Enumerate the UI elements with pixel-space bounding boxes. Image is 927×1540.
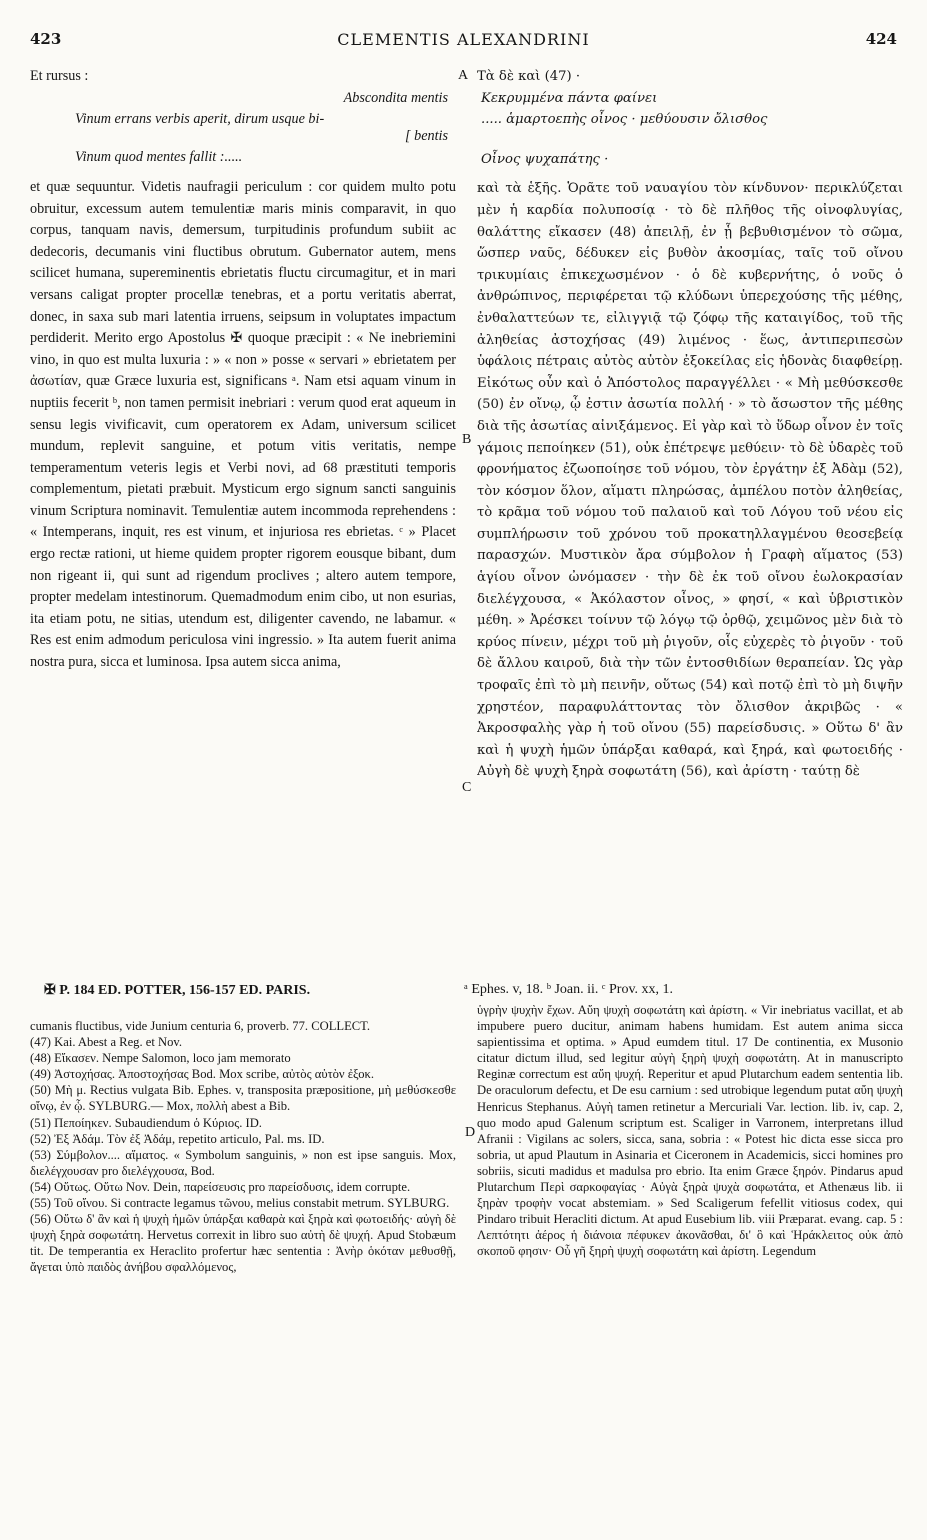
latin-verse-1: Abscondita mentis <box>343 89 448 106</box>
greek-verse-1: Κεκρυμμένα πάντα φαίνει <box>481 90 658 106</box>
footnote: (52) Ἐξ Ἀδάμ. Τὸν ἐξ Ἀδάμ, repetito articulo, Pal. ms. ID. <box>30 1131 325 1146</box>
footnote: (55) Τοῦ οἴνου. Si contracte legamus τῶνου, melius constabit metrum. SYLBURG. <box>30 1196 450 1211</box>
footnote: (50) Μὴ μ. Rectius vulgata Bib. Ephes. v, transposita præpositione, μὴ μεθύσκεσθε οἴνῳ, ἐν ᾧ. SYLBURG.— Mox, πολλὴ abest a Bib. <box>30 1083 456 1114</box>
scripture-references: ᵃ Ephes. v, 18. ᵇ Joan. ii. ᶜ Prov. xx, 1. <box>464 982 674 997</box>
greek-verse-3: Οἶνος ψυχαπάτης · <box>481 151 609 167</box>
page-number-left: 423 <box>30 30 62 48</box>
footnote: ὑγρὴν ψυχὴν ἔχων. Αὔη ψυχὴ σοφωτάτη καὶ ἀρίστη. « Vir inebriatus vacillat, et ab impubere puero ducitur, animam habens humidam. Est autem anima sicca sapientissima et optima. » Apud eumdem titul. 17 De continentia, ex Musonio citatur dictum illud, sed legitur αὐγὴ ξηρὴ ψυχὴ σοφωτάτη. At in manuscripto Reginæ correctum est αὔη ψυχή. Reperitur et apud Plutarchum eadem sententia lib. De oraculorum defectu, et De esu carnium : sed utrobique legendum putat αὔη ψυχὴ Henricus Stephanus. Αὐγὴ tamen retinetur a Mercuriali Var. lection. lib. iv, cap. 2, quo modo apud Galenum scriptum est. Scaliger in Varronem, interpretans illud Afranii : Vigilans ac solers, sicca, sana, sobria : « Potest hic dicta esse sicca pro sobria, ut apud Plautum in Asinaria et Ciceronem in Academicis, sicci homines pro sobriis, sicuti madidus et madulsa pro ebrio. Ita enim Græce ξηρόν. Pindarus apud Plutarchum Περὶ σαρκοφαγίας · Αὐγὰ ξηρὰ ψυχὰ σοφωτάτα, et Athenæus lib. ii ξηρὰν τροφὴν vocat abstemiam. » Sed Scaligerum fefellit vitiosus codex, qui Pindaro tribuit Heracliti dictum. At apud Eusebium lib. viii Præparat. evang. cap. 5 : Λεπτότητι ἀέρος ἡ διάνοια πέφυκεν ἀκονᾶσθαι, δι' ὃ καὶ Ἡράκλειτος οὐκ ἀπὸ σκοποῦ φησιν· Οὗ γῆ ξηρὴ ψυχὴ σοφωτάτη καὶ ἀρίστη. Legendum <box>477 1003 903 1259</box>
edition-reference: ✠ P. 184 ED. POTTER, 156-157 ED. PARIS. <box>44 983 311 998</box>
latin-verse-2b: [ bentis <box>405 127 448 144</box>
greek-body: καὶ τὰ ἑξῆς. Ὁρᾶτε τοῦ ναυαγίου τὸν κίνδυνον· περικλύζεται μὲν ἡ καρδία πολυποσίᾳ · τὸ δὲ πλῆθος τῆς οἰνοφλυγίας, θαλάττης εἴκασεν (48) ἀπειλῇ, ἐν ᾗ βεβυθισμένον τὸ σῶμα, ὥσπερ ναῦς, δέδυκεν εἰς βυθὸν ἀκοσμίας, ταῖς τοῦ οἴνου τρικυμίαις ἐπικεχωσμένον · ὁ δὲ κυβερνήτης, ὁ νοῦς ὁ ἀνθρώπινος, περιφέρεται τῷ κλύδωνι ὑπερεχούσης τῆς μέθης, ἐνθαλαττεύων τε, εἰλιγγιᾷ τῷ ζόφῳ τῆς καταιγίδος, τοῦ τῆς ἀληθείας ἀστοχήσας (49) λιμένος · ἕως, ἀντιπεριπεσὼν ὑφάλοις πέτραις αὐτὸς αὑτὸν ἐξοκείλας εἰς ἡδονὰς διαφθείρῃ. Εἰκότως οὖν καὶ ὁ Ἀπόστολος παραγγέλλει · « Μὴ μεθύσκεσθε (50) ἐν οἴνῳ, ᾧ ἐστιν ἀσωτία πολλή · » τὸ ἄσωστον τῆς μέθης διὰ τῆς ἀσωτίας αἰνιξάμενος. Εἰ γὰρ καὶ τὸ ὕδωρ οἶνον ἐν τοῖς γάμοις πεποίηκεν (51), οὐκ ἐπέτρεψε μεθύειν· τὸ δὲ ὑδαρὲς τοῦ φρονήματος ἐζωοποίησε τοῦ νόμου, τὸν ἐργάτην ἐξ Ἀδὰμ (52), τὸν κόσμον ὅλον, αἵματι πληρώσας, ἀμπέλου ποτὸν ἀληθείας, τὸ κρᾶμα τοῦ νόμου τοῦ παλαιοῦ καὶ τοῦ Λόγου τοῦ νέου εἰς συμπλήρωσιν τοῦ χρόνου τοῦ προκατηλλαγμένου θεοσεβείᾳ παρασχών. Μυστικὸν ἄρα σύμβολον ἡ Γραφὴ αἵματος (53) ἁγίου οἶνον ὠνόμασεν · τὴν δὲ ἐκ τοῦ οἴνου ἐωλοκρασίαν διελέγχουσα, « Ἀκόλαστον οἶνος, » φησί, « καὶ ὑβριστικὸν μέθη. » Ἀρέσκει τοίνυν τῷ λόγῳ τῷ ὀρθῷ, χειμῶνος μὲν διὰ τὸ κρύος πίνειν, μέχρι τοῦ μὴ ῥιγοῦν, οἷς εὐχερὲς τὸ ῥιγοῦν · τοῦ δὲ ἄλλου καιροῦ, διὰ τὴν τῶν ἐντοσθιδίων θεραπείαν. Ὡς γὰρ τροφαῖς ἐπὶ τὸ μὴ πεινῆν, οὕτως (54) καὶ ποτῷ ἐπὶ τὸ μὴ διψῆν χρηστέον, παραφυλάττοντας τὸν ὄλισθον ἀκριβῶς · « Ἀκροσφαλὴς γὰρ ἡ τοῦ οἴνου (55) παρείσδυσις. » Οὕτω δ' ἂν καὶ ἡ ψυχὴ ἡμῶν ὑπάρξαι καθαρά, καὶ ξηρά, καὶ φωτοειδής · Αὐγὴ δὲ ψυχὴ ξηρὰ σοφωτάτη (56), καὶ ἀρίστη · ταύτῃ δὲ <box>477 181 903 780</box>
page-number-right: 424 <box>865 30 897 48</box>
margin-letter-b: B <box>462 432 472 447</box>
footnote: (54) Οὕτως. Οὕτω Nov. Dein, παρείσευσις pro παρείσδυσις, idem corrupte. <box>30 1179 411 1194</box>
footnote: (49) Ἀστοχήσας. Ἀποστοχήσας Bod. Mox scribe, αὐτὸς αὑτὸν ἐξοκ. <box>30 1067 374 1082</box>
latin-body: et quæ sequuntur. Videtis naufragii periculum : cor quidem multo potu obruitur, excessum autem temulentiæ maris minis comparavit, in quo corpus, tanquam navis, demersum, turpitudinis profundum subiit ac dedecoris, decumanis vini fluctibus obrutum. Gubernator autem, mens scilicet humana, supereminentis ebrietatis fluctu circumagitur, et in mari versans caligat propter procellæ tenebras, et a portu veritatis aberrat, donec, in saxa sub mari latentia irruens, seipsum in voluptates impactum perdiderit. Merito ergo Apostolus ✠ quoque præcipit : « Ne inebriemini vino, in quo est multa luxuria : » « non » posse « servari » ebrietatem per ἀσωτίαν, quæ Græce luxuria est, significans ᵃ. Nam etsi aquam vinum in nuptiis fecerit ᵇ, non tamen permisit inebriari : verum quod erat aqueum in sensu legis vivificavit, cum operatorem ex Adam, universum scilicet mundum, replevit sanguine, et potum vitis veritatis, nempe temperamentum veteris legis et Verbi novi, ad 68 præstituti temporis complementum, pietati præbuit. Mysticum ergo signum sancti sanguinis vinum Scriptura nominavit. Temulentiæ autem incommoda reprehendens : « Intemperans, inquit, res est vinum, et injuriosa res ebrietas. ᶜ » Placet ergo rectæ rationi, ut hieme quidem propter rigorem eousque bibant, dum non rigeant ii, qui sunt ad rigendum proclives ; altero autem tempore, propter medelam intestinorum. Quemadmodum enim cibo, ut non esurias, ita etiam potu, ne sitias, utendum est, diligenter cavendo, ne labamur. « Res est enim admodum periculosa vini ingressio. » Ita autem fuerit anima nostra pura, sicca et luminosa. Ipsa autem sicca anima, <box>30 178 456 671</box>
running-title: CLEMENTIS ALEXANDRINI <box>337 30 590 49</box>
margin-letter-a: A <box>458 68 469 83</box>
latin-verse-2: Vinum errans verbis aperit, dirum usque bi- <box>75 111 325 128</box>
footnote: (48) Εἴκασεν. Nempe Salomon, loco jam memorato <box>30 1051 291 1066</box>
greek-verse-2: ..... ἁμαρτοεπὴς οἶνος · μεθύουσιν ὄλισθος <box>481 112 768 128</box>
footnote: (53) Σύμβολον.... αἵματος. « Symbolum sanguinis, » non est ipse sanguis. Mox, διελέγχουσαν pro διελέγχουσα, Bod. <box>30 1147 456 1178</box>
footnote: (56) Οὕτω δ' ἂν καὶ ἡ ψυχὴ ἡμῶν ὑπάρξαι καθαρὰ καὶ ξηρὰ καὶ φωτοειδής· αὐγὴ δὲ ψυχὴ ξηρὰ σοφωτάτη. Hervetus correxit in libro suo αὐτὴ δὲ ψυχή. Apud Stobæum tit. De temperantia ex Heraclito profertur hæc sententia : Ἀνὴρ ὁκόταν μεθυσθῇ, ἄγεται ὑπὸ παιδὸς ἀνήβου σφαλλόμενος, <box>30 1212 456 1275</box>
latin-intro: Et rursus : <box>30 68 89 84</box>
footnote: cumanis fluctibus, vide Junium centuria 6, proverb. 77. COLLECT. <box>30 1019 371 1033</box>
greek-intro: Τὰ δὲ καὶ (47) · <box>477 69 581 84</box>
margin-letter-c: C <box>462 780 472 795</box>
margin-letter-d: D <box>465 1125 476 1140</box>
running-header <box>30 30 897 56</box>
footnotes-right <box>477 1002 903 1518</box>
footnote: (51) Πεποίηκεν. Subaudiendum ὁ Κύριος. ID. <box>30 1115 262 1130</box>
latin-verse-3: Vinum quod mentes fallit :..... <box>75 149 243 166</box>
latin-column <box>30 66 456 974</box>
footnotes-left <box>30 1018 456 1518</box>
greek-column <box>477 66 903 974</box>
footnote: (47) Kai. Abest a Reg. et Nov. <box>30 1035 183 1050</box>
